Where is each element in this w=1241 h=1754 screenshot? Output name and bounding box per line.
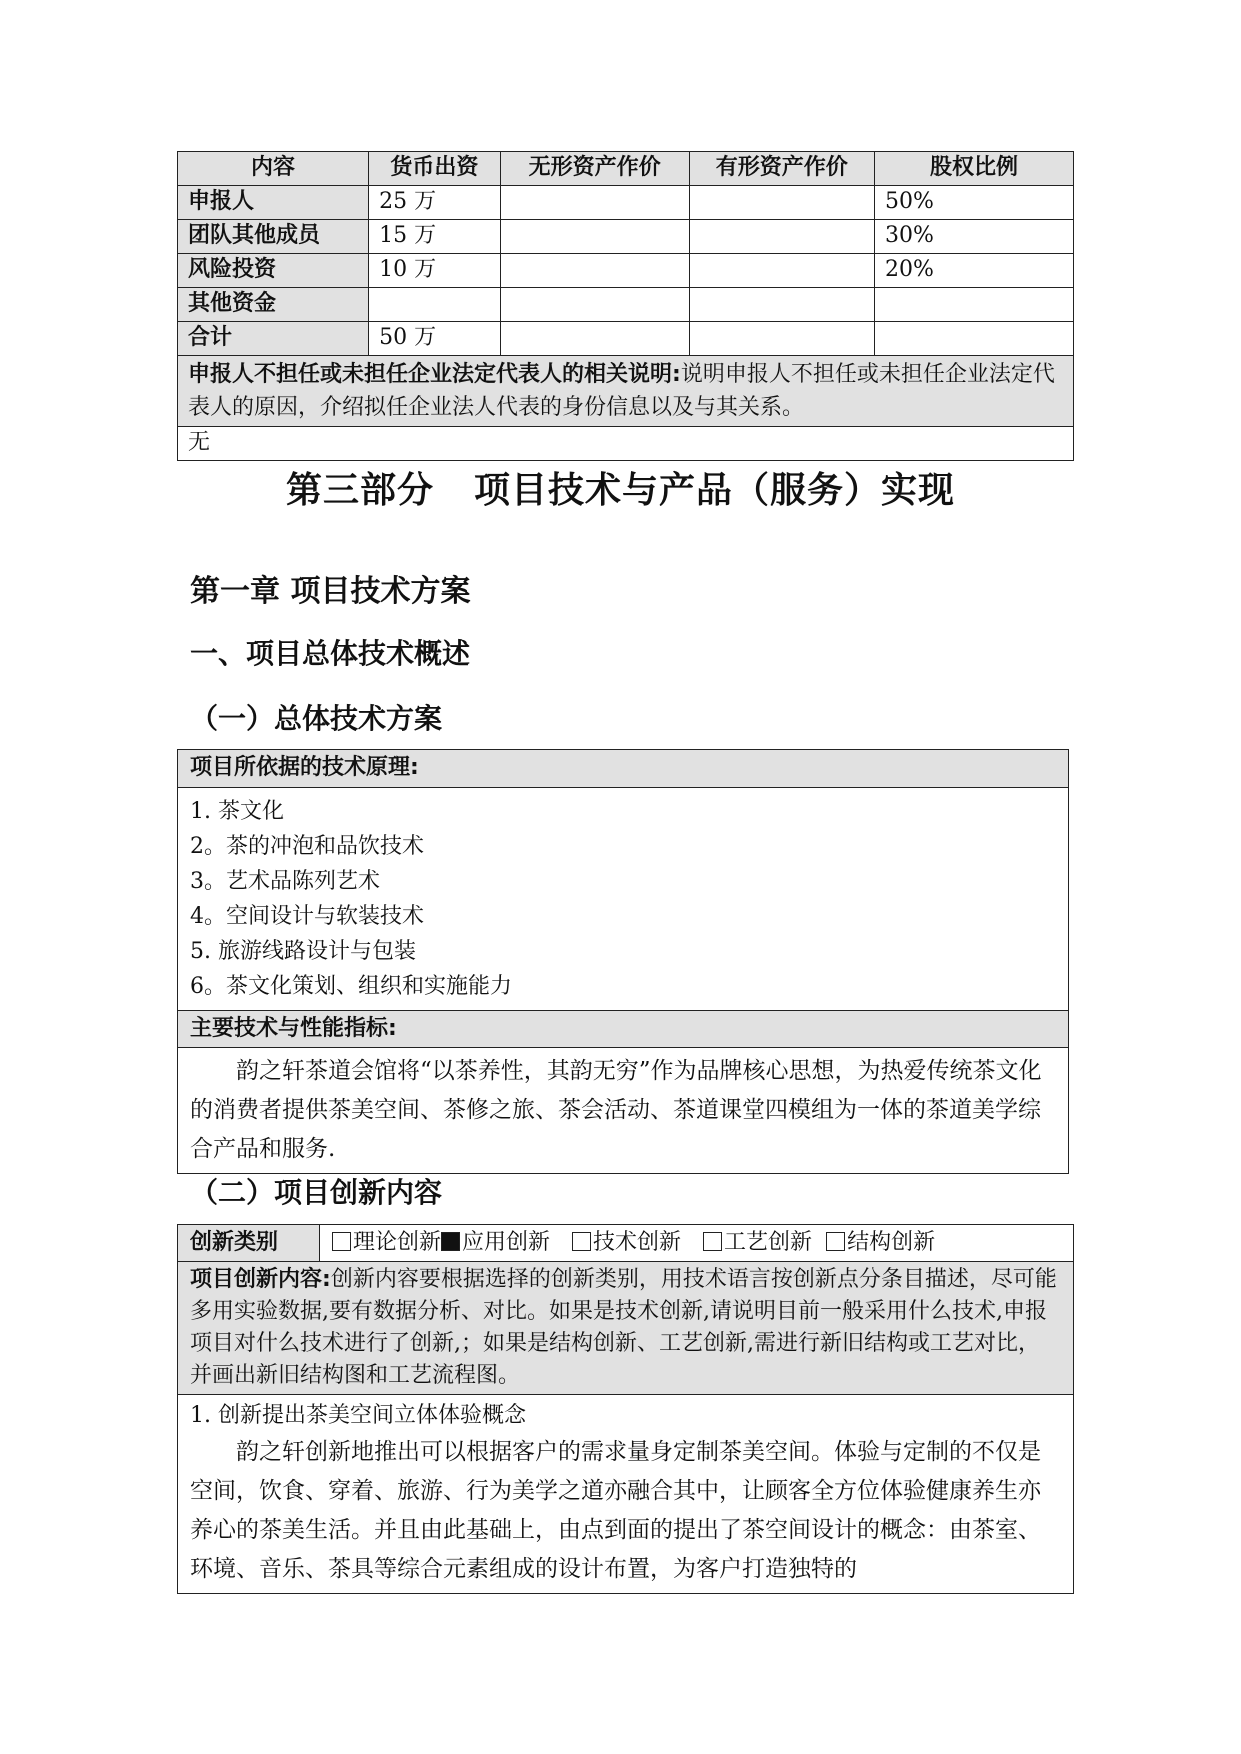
option-technology[interactable] xyxy=(572,1230,681,1255)
principle-list-row xyxy=(178,787,1069,1010)
intangible-cell xyxy=(500,288,689,322)
subsection-title: （一）总体技术方案 xyxy=(190,702,443,735)
checkbox-icon xyxy=(572,1232,591,1251)
list-item: 6。茶文化策划、组织和实施能力 xyxy=(190,973,512,999)
category-row xyxy=(178,1225,1074,1262)
checkbox-icon xyxy=(826,1232,845,1251)
tangible-cell xyxy=(689,186,874,220)
principle-list xyxy=(178,787,1069,1010)
metrics-header-row xyxy=(178,1010,1069,1048)
part-name: 项目技术与产品（服务）实现 xyxy=(474,470,956,511)
list-item: 2。茶的冲泡和品饮技术 xyxy=(190,833,424,859)
table-row xyxy=(178,254,1074,288)
category-label: 创新类别 xyxy=(178,1225,320,1262)
table-row xyxy=(178,186,1074,220)
note-text: 说明申报人不担任或未担任企业法定代表人的原因，介绍拟任企业法人代表的身份信息以及与其关系。 xyxy=(188,362,1055,420)
tangible-cell xyxy=(689,254,874,288)
row-label: 其他资金 xyxy=(178,288,369,322)
innovation-instruction xyxy=(178,1262,1074,1395)
option-application[interactable] xyxy=(441,1230,550,1255)
answer-row xyxy=(178,427,1074,461)
category-options xyxy=(320,1225,1074,1262)
section-title: 一、项目总体技术概述 xyxy=(190,637,471,670)
tech-plan-table xyxy=(177,749,1069,1174)
cash-cell: 25 万 xyxy=(369,186,501,220)
intangible-cell xyxy=(500,322,689,356)
header-cash: 货币出资 xyxy=(369,152,501,186)
principle-header: 项目所依据的技术原理: xyxy=(178,750,1069,788)
metrics-row xyxy=(178,1048,1069,1174)
option-label: 应用创新 xyxy=(462,1230,551,1255)
header-equity: 股权比例 xyxy=(874,152,1073,186)
header-intangible: 无形资产作价 xyxy=(500,152,689,186)
metrics-header: 主要技术与性能指标: xyxy=(178,1010,1069,1048)
part-title xyxy=(0,462,1241,513)
row-label: 申报人 xyxy=(178,186,369,220)
row-label: 合计 xyxy=(178,322,369,356)
option-label: 工艺创新 xyxy=(724,1230,813,1255)
note-answer: 无 xyxy=(178,427,1074,461)
equity-cell: 20% xyxy=(874,254,1073,288)
equity-cell: 50% xyxy=(874,186,1073,220)
chapter-title: 第一章 项目技术方案 xyxy=(190,574,471,609)
checkbox-checked-icon xyxy=(441,1232,460,1251)
cash-cell: 50 万 xyxy=(369,322,501,356)
cash-cell xyxy=(369,288,501,322)
option-theory[interactable] xyxy=(332,1230,441,1255)
note-row xyxy=(178,356,1074,427)
intangible-cell xyxy=(500,186,689,220)
list-item: 1. 茶文化 xyxy=(190,798,284,824)
metrics-paragraph: 韵之轩茶道会馆将“以茶养性，其韵无穷”作为品牌核心思想，为热爱传统茶文化的消费者提供茶美空间、茶修之旅、茶会活动、茶道课堂四模组为一体的茶道美学综合产品和服务. xyxy=(178,1048,1069,1174)
equity-cell xyxy=(874,288,1073,322)
equity-cell: 30% xyxy=(874,220,1073,254)
table-row xyxy=(178,220,1074,254)
innovation-content xyxy=(178,1395,1074,1594)
note-bold-label: 申报人不担任或未担任企业法定代表人的相关说明: xyxy=(188,362,681,387)
table-row xyxy=(178,322,1074,356)
tangible-cell xyxy=(689,220,874,254)
tangible-cell xyxy=(689,322,874,356)
instruction-text: 创新内容要根据选择的创新类别，用技术语言按创新点分条目描述，尽可能多用实验数据,要有数据分析、对比。如果是技术创新,请说明目前一般采用什么技术,申报项目对什么技术进行了创新,；如果是结构创新、工艺创新,需进行新旧结构或工艺对比，并画出新旧结构图和工艺流程图。 xyxy=(190,1267,1057,1388)
header-content: 内容 xyxy=(178,152,369,186)
option-label: 技术创新 xyxy=(593,1230,682,1255)
equity-cell xyxy=(874,322,1073,356)
part-number: 第三部分 xyxy=(285,470,434,511)
option-structure[interactable] xyxy=(826,1230,935,1255)
innovation-item-title: 1. 创新提出茶美空间立体体验概念 xyxy=(190,1403,526,1428)
cash-cell: 15 万 xyxy=(369,220,501,254)
option-process[interactable] xyxy=(703,1230,812,1255)
innovation-table xyxy=(177,1224,1074,1594)
innovation-content-row xyxy=(178,1395,1074,1594)
intangible-cell xyxy=(500,220,689,254)
row-label: 风险投资 xyxy=(178,254,369,288)
innovation-instruction-row xyxy=(178,1262,1074,1395)
tangible-cell xyxy=(689,288,874,322)
checkbox-icon xyxy=(332,1232,351,1251)
principle-header-row xyxy=(178,750,1069,788)
header-tangible: 有形资产作价 xyxy=(689,152,874,186)
instruction-bold-label: 项目创新内容: xyxy=(190,1267,331,1292)
table-header-row xyxy=(178,152,1074,186)
legal-rep-note xyxy=(178,356,1074,427)
subsection-title: （二）项目创新内容 xyxy=(190,1176,443,1209)
cash-cell: 10 万 xyxy=(369,254,501,288)
table-row xyxy=(178,288,1074,322)
option-label: 结构创新 xyxy=(847,1230,936,1255)
innovation-item-paragraph: 韵之轩创新地推出可以根据客户的需求量身定制茶美空间。体验与定制的不仅是空间，饮食、穿着、旅游、行为美学之道亦融合其中，让顾客全方位体验健康养生亦养心的茶美生活。并且由此基础上，由点到面的提出了茶空间设计的概念：由茶室、环境、音乐、茶具等综合元素组成的设计布置，为客户打造独特的 xyxy=(190,1439,1041,1582)
list-item: 3。艺术品陈列艺术 xyxy=(190,868,380,894)
checkbox-icon xyxy=(703,1232,722,1251)
list-item: 4。空间设计与软装技术 xyxy=(190,903,424,929)
investment-table xyxy=(177,151,1074,461)
intangible-cell xyxy=(500,254,689,288)
row-label: 团队其他成员 xyxy=(178,220,369,254)
list-item: 5. 旅游线路设计与包装 xyxy=(190,938,416,964)
option-label: 理论创新 xyxy=(353,1230,442,1255)
